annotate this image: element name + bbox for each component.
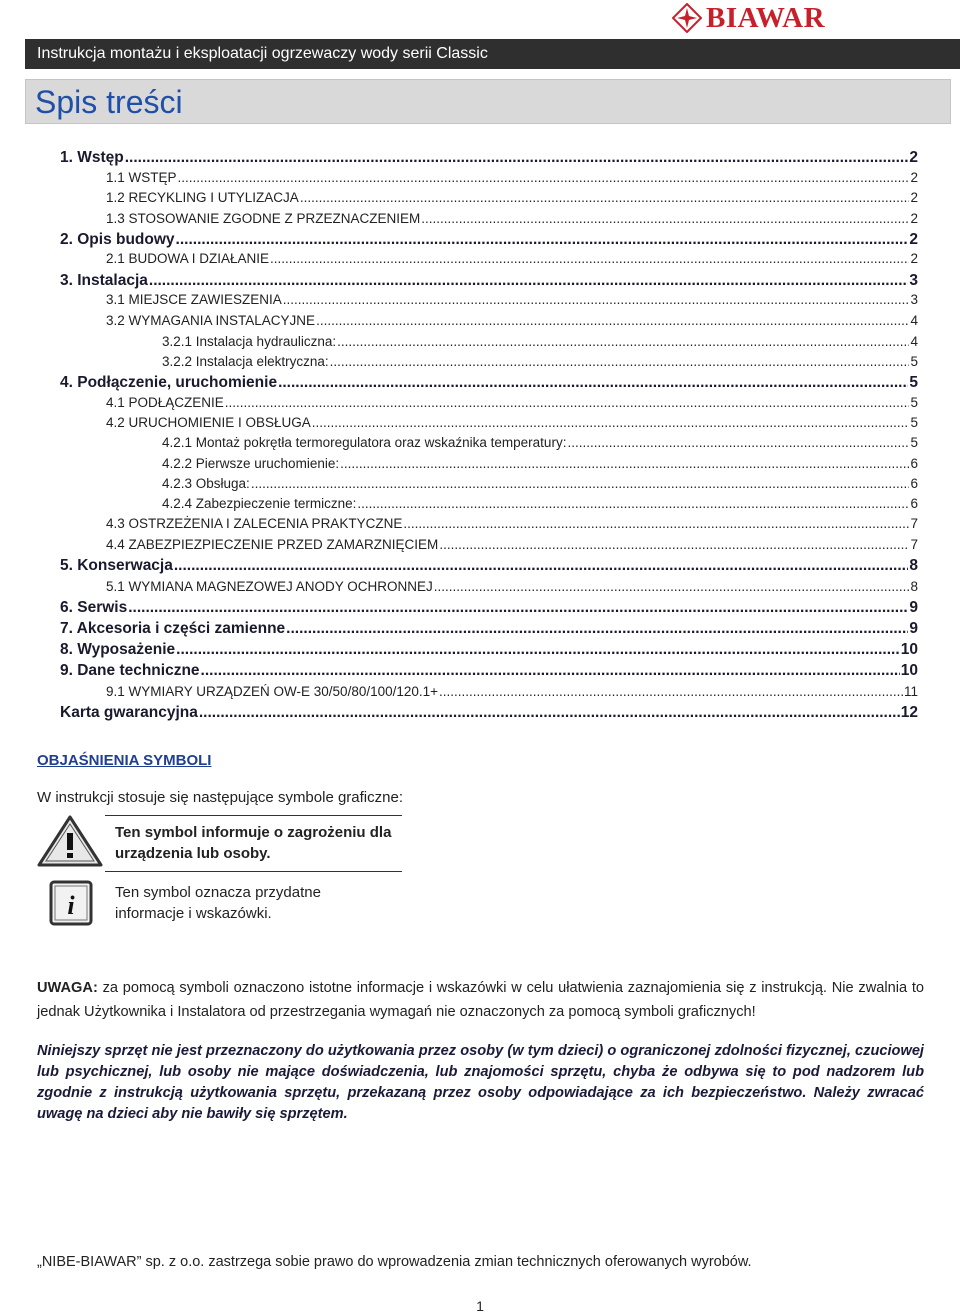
toc-entry[interactable] xyxy=(106,415,918,430)
toc-entry-page: 10 xyxy=(900,662,918,679)
toc-entry-label: 4.4 ZABEZPIEZPIECZENIE PRZED ZAMARZNIĘCIEM xyxy=(106,537,439,552)
toc-entry-label: 2. Opis budowy xyxy=(60,231,175,248)
toc-leader-dots xyxy=(434,579,910,594)
symbol-divider xyxy=(105,815,402,816)
toc-leader-dots xyxy=(225,395,910,410)
toc-entry-page: 6 xyxy=(910,476,918,491)
toc-entry-label: 4.2.2 Pierwsze uruchomienie: xyxy=(162,456,340,471)
toc-entry[interactable] xyxy=(60,620,918,638)
toc-entry[interactable] xyxy=(60,641,918,659)
toc-entry[interactable] xyxy=(162,496,918,511)
toc-leader-dots xyxy=(312,415,910,430)
toc-leader-dots xyxy=(174,557,909,575)
toc-leader-dots xyxy=(251,476,910,491)
toc-entry-label: 3.2 WYMAGANIA INSTALACYJNE xyxy=(106,313,316,328)
toc-entry-label: 1. Wstęp xyxy=(60,149,124,166)
toc-leader-dots xyxy=(149,272,908,290)
toc-leader-dots xyxy=(421,211,909,226)
toc-entry-page: 7 xyxy=(910,516,918,531)
toc-entry-page: 2 xyxy=(909,231,918,248)
toc-entry-page: 6 xyxy=(910,456,918,471)
toc-leader-dots xyxy=(128,599,908,617)
toc-entry[interactable] xyxy=(106,292,918,307)
toc-entry-label: 1.1 WSTĘP xyxy=(106,170,177,185)
toc-entry-label: 4. Podłączenie, uruchomienie xyxy=(60,374,278,391)
toc-entry-page: 10 xyxy=(900,641,918,658)
toc-entry-page: 5 xyxy=(910,354,918,369)
toc-entry[interactable] xyxy=(60,374,918,392)
toc-entry-page: 2 xyxy=(910,190,918,205)
toc-entry[interactable] xyxy=(106,684,918,699)
disclaimer-paragraph: Niniejszy sprzęt nie jest przeznaczony do użytkowania przez osoby (w tym dzieci) o ograniczonej zdolności fizycznej, czuciowej lub psychicznej, lub osoby nie mające doświadczenia, lub znajomości sprzętu, chyba że odbywa się to pod nadzorem lub zgodnie z instrukcją użytkowania sprzętu, przekazaną przez osoby odpowiadające za ich bezpieczeństwo. Należy zwracać uwagę na dzieci aby nie bawiły się sprzętem. xyxy=(37,1043,924,1122)
toc-entry-page: 2 xyxy=(910,170,918,185)
toc-entry-label: 8. Wyposażenie xyxy=(60,641,176,658)
footer-note: „NIBE-BIAWAR” sp. z o.o. zastrzega sobie prawo do wprowadzenia zmian technicznych oferowanych wyrobów. xyxy=(37,1254,752,1270)
toc-entry[interactable] xyxy=(106,190,918,205)
toc-entry[interactable] xyxy=(106,251,918,266)
toc-entry-label: 1.2 RECYKLING I UTYLIZACJA xyxy=(106,190,299,205)
toc-entry-label: 2.1 BUDOWA I DZIAŁANIE xyxy=(106,251,270,266)
toc-entry[interactable] xyxy=(106,313,918,328)
biawar-diamond-star-icon xyxy=(672,3,702,33)
toc-entry[interactable] xyxy=(60,231,918,249)
toc-leader-dots xyxy=(567,435,909,450)
toc-entry-label: 3.1 MIEJSCE ZAWIESZENIA xyxy=(106,292,282,307)
symbols-intro: W instrukcji stosuje się następujące symbole graficzne: xyxy=(37,789,403,806)
toc-entry-page: 8 xyxy=(909,557,918,574)
toc-leader-dots xyxy=(357,496,909,511)
toc-leader-dots xyxy=(286,620,908,638)
toc-entry-page: 5 xyxy=(910,415,918,430)
toc-entry[interactable] xyxy=(60,599,918,617)
toc-entry-label: 5.1 WYMIANA MAGNEZOWEJ ANODY OCHRONNEJ xyxy=(106,579,433,594)
toc-leader-dots xyxy=(337,334,909,349)
toc-entry[interactable] xyxy=(106,170,918,185)
document-header: Instrukcja montażu i eksploatacji ogrzewaczy wody serii Classic xyxy=(25,39,960,69)
toc-entry[interactable] xyxy=(106,516,918,531)
warning-triangle-icon xyxy=(37,815,103,867)
toc-entry[interactable] xyxy=(60,557,918,575)
toc-leader-dots xyxy=(199,704,900,722)
toc-entry-page: 11 xyxy=(903,684,918,699)
toc-entry-page: 3 xyxy=(909,272,918,289)
toc-entry-label: 5. Konserwacja xyxy=(60,557,173,574)
toc-entry-page: 3 xyxy=(910,292,918,307)
toc-entry[interactable] xyxy=(60,149,918,167)
toc-leader-dots xyxy=(283,292,910,307)
biawar-logo xyxy=(672,2,872,34)
toc-entry-page: 5 xyxy=(910,395,918,410)
toc-entry-label: Karta gwarancyjna xyxy=(60,704,198,721)
toc-entry-page: 7 xyxy=(910,537,918,552)
toc-entry-label: 3.2.1 Instalacja hydrauliczna: xyxy=(162,334,337,349)
toc-entry[interactable] xyxy=(106,579,918,594)
toc-entry[interactable] xyxy=(106,395,918,410)
toc-leader-dots xyxy=(178,170,910,185)
info-icon xyxy=(49,880,115,928)
toc-entry[interactable] xyxy=(162,435,918,450)
toc-leader-dots xyxy=(300,190,910,205)
warning-symbol-text: Ten symbol informuje o zagrożeniu dla urządzenia lub osoby. xyxy=(115,824,392,862)
toc-entry-label: 6. Serwis xyxy=(60,599,128,616)
notice-label: UWAGA: xyxy=(37,980,98,996)
toc-entry-page: 2 xyxy=(910,211,918,226)
toc-title: Spis treści xyxy=(25,79,951,124)
notice-text: za pomocą symboli oznaczono istotne informacje i wskazówki w celu ułatwienia zaznajomienia się z instrukcją. Nie zwalnia to jednak Użytkownika i Instalatora od przestrzegania wymagań nie oznaczonych za pomocą symboli graficznych! xyxy=(37,980,924,1020)
toc-entry-page: 8 xyxy=(910,579,918,594)
toc-leader-dots xyxy=(270,251,909,266)
toc-entry-page: 4 xyxy=(910,334,918,349)
symbols-heading: OBJAŚNIENIA SYMBOLI xyxy=(37,752,212,769)
toc-entry-page: 9 xyxy=(909,620,918,637)
toc-entry-label: 7. Akcesoria i części zamienne xyxy=(60,620,286,637)
toc-entry-label: 4.2 URUCHOMIENIE I OBSŁUGA xyxy=(106,415,311,430)
toc-leader-dots xyxy=(439,537,909,552)
toc-entry-page: 2 xyxy=(910,251,918,266)
toc-entry-label: 9.1 WYMIARY URZĄDZEŃ OW-E 30/50/80/100/120.1+ xyxy=(106,684,439,699)
toc-entry-label: 3. Instalacja xyxy=(60,272,148,289)
toc-entry[interactable] xyxy=(162,456,918,471)
toc-entry[interactable] xyxy=(60,704,918,722)
toc-entry-page: 5 xyxy=(909,374,918,391)
toc-entry-label: 9. Dane techniczne xyxy=(60,662,200,679)
toc-entry[interactable] xyxy=(162,334,918,349)
page-number: 1 xyxy=(476,1298,484,1314)
notice-paragraph xyxy=(37,976,924,1024)
toc-leader-dots xyxy=(176,641,900,659)
toc-leader-dots xyxy=(340,456,909,471)
toc-entry[interactable] xyxy=(60,662,918,680)
toc-entry-page: 12 xyxy=(900,704,918,721)
toc-entry-label: 4.1 PODŁĄCZENIE xyxy=(106,395,224,410)
toc-entry[interactable] xyxy=(60,272,918,290)
toc-entry-page: 9 xyxy=(909,599,918,616)
toc-leader-dots xyxy=(330,354,910,369)
toc-leader-dots xyxy=(278,374,908,392)
toc-entry-page: 6 xyxy=(910,496,918,511)
toc-leader-dots xyxy=(439,684,903,699)
toc-leader-dots xyxy=(176,231,909,249)
toc-entry-page: 2 xyxy=(909,149,918,166)
toc-entry-page: 4 xyxy=(910,313,918,328)
toc-entry-label: 3.2.2 Instalacja elektryczna: xyxy=(162,354,329,369)
toc-leader-dots xyxy=(403,516,909,531)
toc-entry-label: 4.3 OSTRZEŻENIA I ZALECENIA PRAKTYCZNE xyxy=(106,516,403,531)
toc-entry[interactable] xyxy=(162,354,918,369)
toc-leader-dots xyxy=(201,662,900,680)
svg-text:i: i xyxy=(67,891,75,920)
toc-entry[interactable] xyxy=(106,211,918,226)
toc-entry-page: 5 xyxy=(910,435,918,450)
brand-name: BIAWAR xyxy=(706,2,826,34)
toc-entry[interactable] xyxy=(162,476,918,491)
toc-leader-dots xyxy=(316,313,909,328)
toc-entry-label: 4.2.4 Zabezpieczenie termiczne: xyxy=(162,496,357,511)
toc-leader-dots xyxy=(125,149,909,167)
toc-entry-label: 1.3 STOSOWANIE ZGODNE Z PRZEZNACZENIEM xyxy=(106,211,421,226)
symbol-divider xyxy=(105,871,402,872)
toc-entry-label: 4.2.3 Obsługa: xyxy=(162,476,250,491)
info-symbol-text: Ten symbol oznacza przydatne informacje i wskazówki. xyxy=(115,884,321,922)
toc-entry[interactable] xyxy=(106,537,918,552)
toc-entry-label: 4.2.1 Montaż pokrętła termoregulatora oraz wskaźnika temperatury: xyxy=(162,435,567,450)
